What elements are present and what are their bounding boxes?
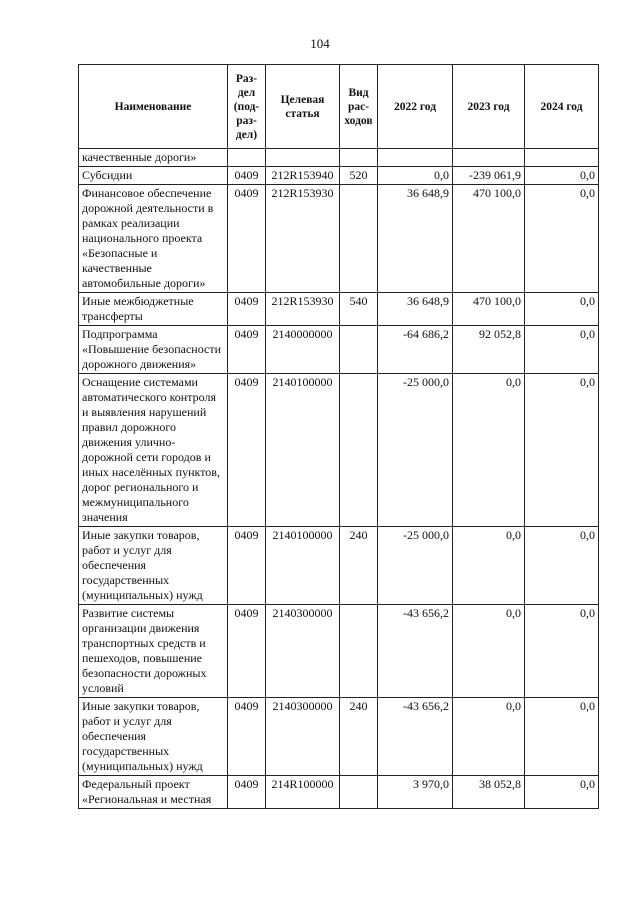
cell-kind <box>340 185 378 293</box>
cell-target: 2140300000 <box>266 605 340 698</box>
cell-section: 0409 <box>228 167 266 185</box>
cell-2024: 0,0 <box>525 326 599 374</box>
page-number: 104 <box>310 36 330 51</box>
table-row <box>79 293 599 326</box>
cell-2022 <box>378 149 453 167</box>
header-2024: 2024 год <box>525 65 599 149</box>
header-target: Целевая статья <box>266 65 340 149</box>
cell-section: 0409 <box>228 605 266 698</box>
table-row <box>79 326 599 374</box>
cell-2022: -43 656,2 <box>378 605 453 698</box>
cell-2023: 0,0 <box>453 605 525 698</box>
cell-name: качественные дороги» <box>79 149 228 167</box>
table-header-row <box>79 65 599 149</box>
header-section: Раз- дел (под- раз- дел) <box>228 65 266 149</box>
cell-kind <box>340 149 378 167</box>
cell-kind: 520 <box>340 167 378 185</box>
table-row <box>79 149 599 167</box>
cell-2022: -25 000,0 <box>378 527 453 605</box>
cell-target: 212R153940 <box>266 167 340 185</box>
cell-2023: 38 052,8 <box>453 776 525 809</box>
table-row <box>79 698 599 776</box>
cell-target: 212R153930 <box>266 185 340 293</box>
cell-2023: 470 100,0 <box>453 185 525 293</box>
cell-kind <box>340 326 378 374</box>
cell-target: 2140000000 <box>266 326 340 374</box>
cell-2023: 0,0 <box>453 527 525 605</box>
cell-2024 <box>525 149 599 167</box>
cell-2022: -43 656,2 <box>378 698 453 776</box>
cell-2023: 0,0 <box>453 698 525 776</box>
cell-2022: -64 686,2 <box>378 326 453 374</box>
cell-name: Иные межбюджетные трансферты <box>79 293 228 326</box>
cell-2024: 0,0 <box>525 167 599 185</box>
header-2023: 2023 год <box>453 65 525 149</box>
cell-2022: 0,0 <box>378 167 453 185</box>
cell-2022: 3 970,0 <box>378 776 453 809</box>
table-row <box>79 527 599 605</box>
cell-target: 2140100000 <box>266 374 340 527</box>
cell-section: 0409 <box>228 326 266 374</box>
cell-target: 212R153930 <box>266 293 340 326</box>
cell-section: 0409 <box>228 527 266 605</box>
cell-2024: 0,0 <box>525 374 599 527</box>
cell-kind <box>340 605 378 698</box>
cell-2024: 0,0 <box>525 605 599 698</box>
cell-section: 0409 <box>228 374 266 527</box>
cell-2022: 36 648,9 <box>378 293 453 326</box>
table-row <box>79 185 599 293</box>
header-kind: Вид рас- ходов <box>340 65 378 149</box>
cell-2024: 0,0 <box>525 776 599 809</box>
table-row <box>79 776 599 809</box>
cell-name: Субсидии <box>79 167 228 185</box>
table-row <box>79 374 599 527</box>
header-name: Наименование <box>79 65 228 149</box>
cell-section <box>228 149 266 167</box>
cell-2023: 92 052,8 <box>453 326 525 374</box>
cell-2024: 0,0 <box>525 527 599 605</box>
header-2022: 2022 год <box>378 65 453 149</box>
cell-section: 0409 <box>228 293 266 326</box>
cell-kind: 240 <box>340 698 378 776</box>
cell-target <box>266 149 340 167</box>
cell-kind: 240 <box>340 527 378 605</box>
cell-2023: 470 100,0 <box>453 293 525 326</box>
cell-name: Финансовое обеспечение дорожной деятельности в рамках реализации национального проекта «Безопасные и качественные автомобильные дороги» <box>79 185 228 293</box>
cell-target: 214R100000 <box>266 776 340 809</box>
cell-name: Подпрограмма «Повышение безопасности дорожного движения» <box>79 326 228 374</box>
cell-2023: 0,0 <box>453 374 525 527</box>
cell-section: 0409 <box>228 185 266 293</box>
cell-2022: -25 000,0 <box>378 374 453 527</box>
table-row <box>79 167 599 185</box>
cell-kind <box>340 374 378 527</box>
table-row <box>79 605 599 698</box>
cell-name: Федеральный проект «Региональная и местная <box>79 776 228 809</box>
cell-2022: 36 648,9 <box>378 185 453 293</box>
cell-2023: -239 061,9 <box>453 167 525 185</box>
cell-2023 <box>453 149 525 167</box>
cell-target: 2140300000 <box>266 698 340 776</box>
cell-target: 2140100000 <box>266 527 340 605</box>
cell-2024: 0,0 <box>525 293 599 326</box>
cell-2024: 0,0 <box>525 698 599 776</box>
cell-name: Оснащение системами автоматического контроля и выявления нарушений правил дорожного движения улично-дорожной сети городов и иных населённых пунктов, дорог регионального и межмуниципального значения <box>79 374 228 527</box>
cell-section: 0409 <box>228 776 266 809</box>
cell-kind: 540 <box>340 293 378 326</box>
cell-section: 0409 <box>228 698 266 776</box>
cell-2024: 0,0 <box>525 185 599 293</box>
cell-name: Иные закупки товаров, работ и услуг для обеспечения государственных (муниципальных) нужд <box>79 527 228 605</box>
budget-table <box>78 64 599 809</box>
cell-name: Развитие системы организации движения транспортных средств и пешеходов, повышение безопасности дорожных условий <box>79 605 228 698</box>
cell-name: Иные закупки товаров, работ и услуг для обеспечения государственных (муниципальных) нужд <box>79 698 228 776</box>
cell-kind <box>340 776 378 809</box>
